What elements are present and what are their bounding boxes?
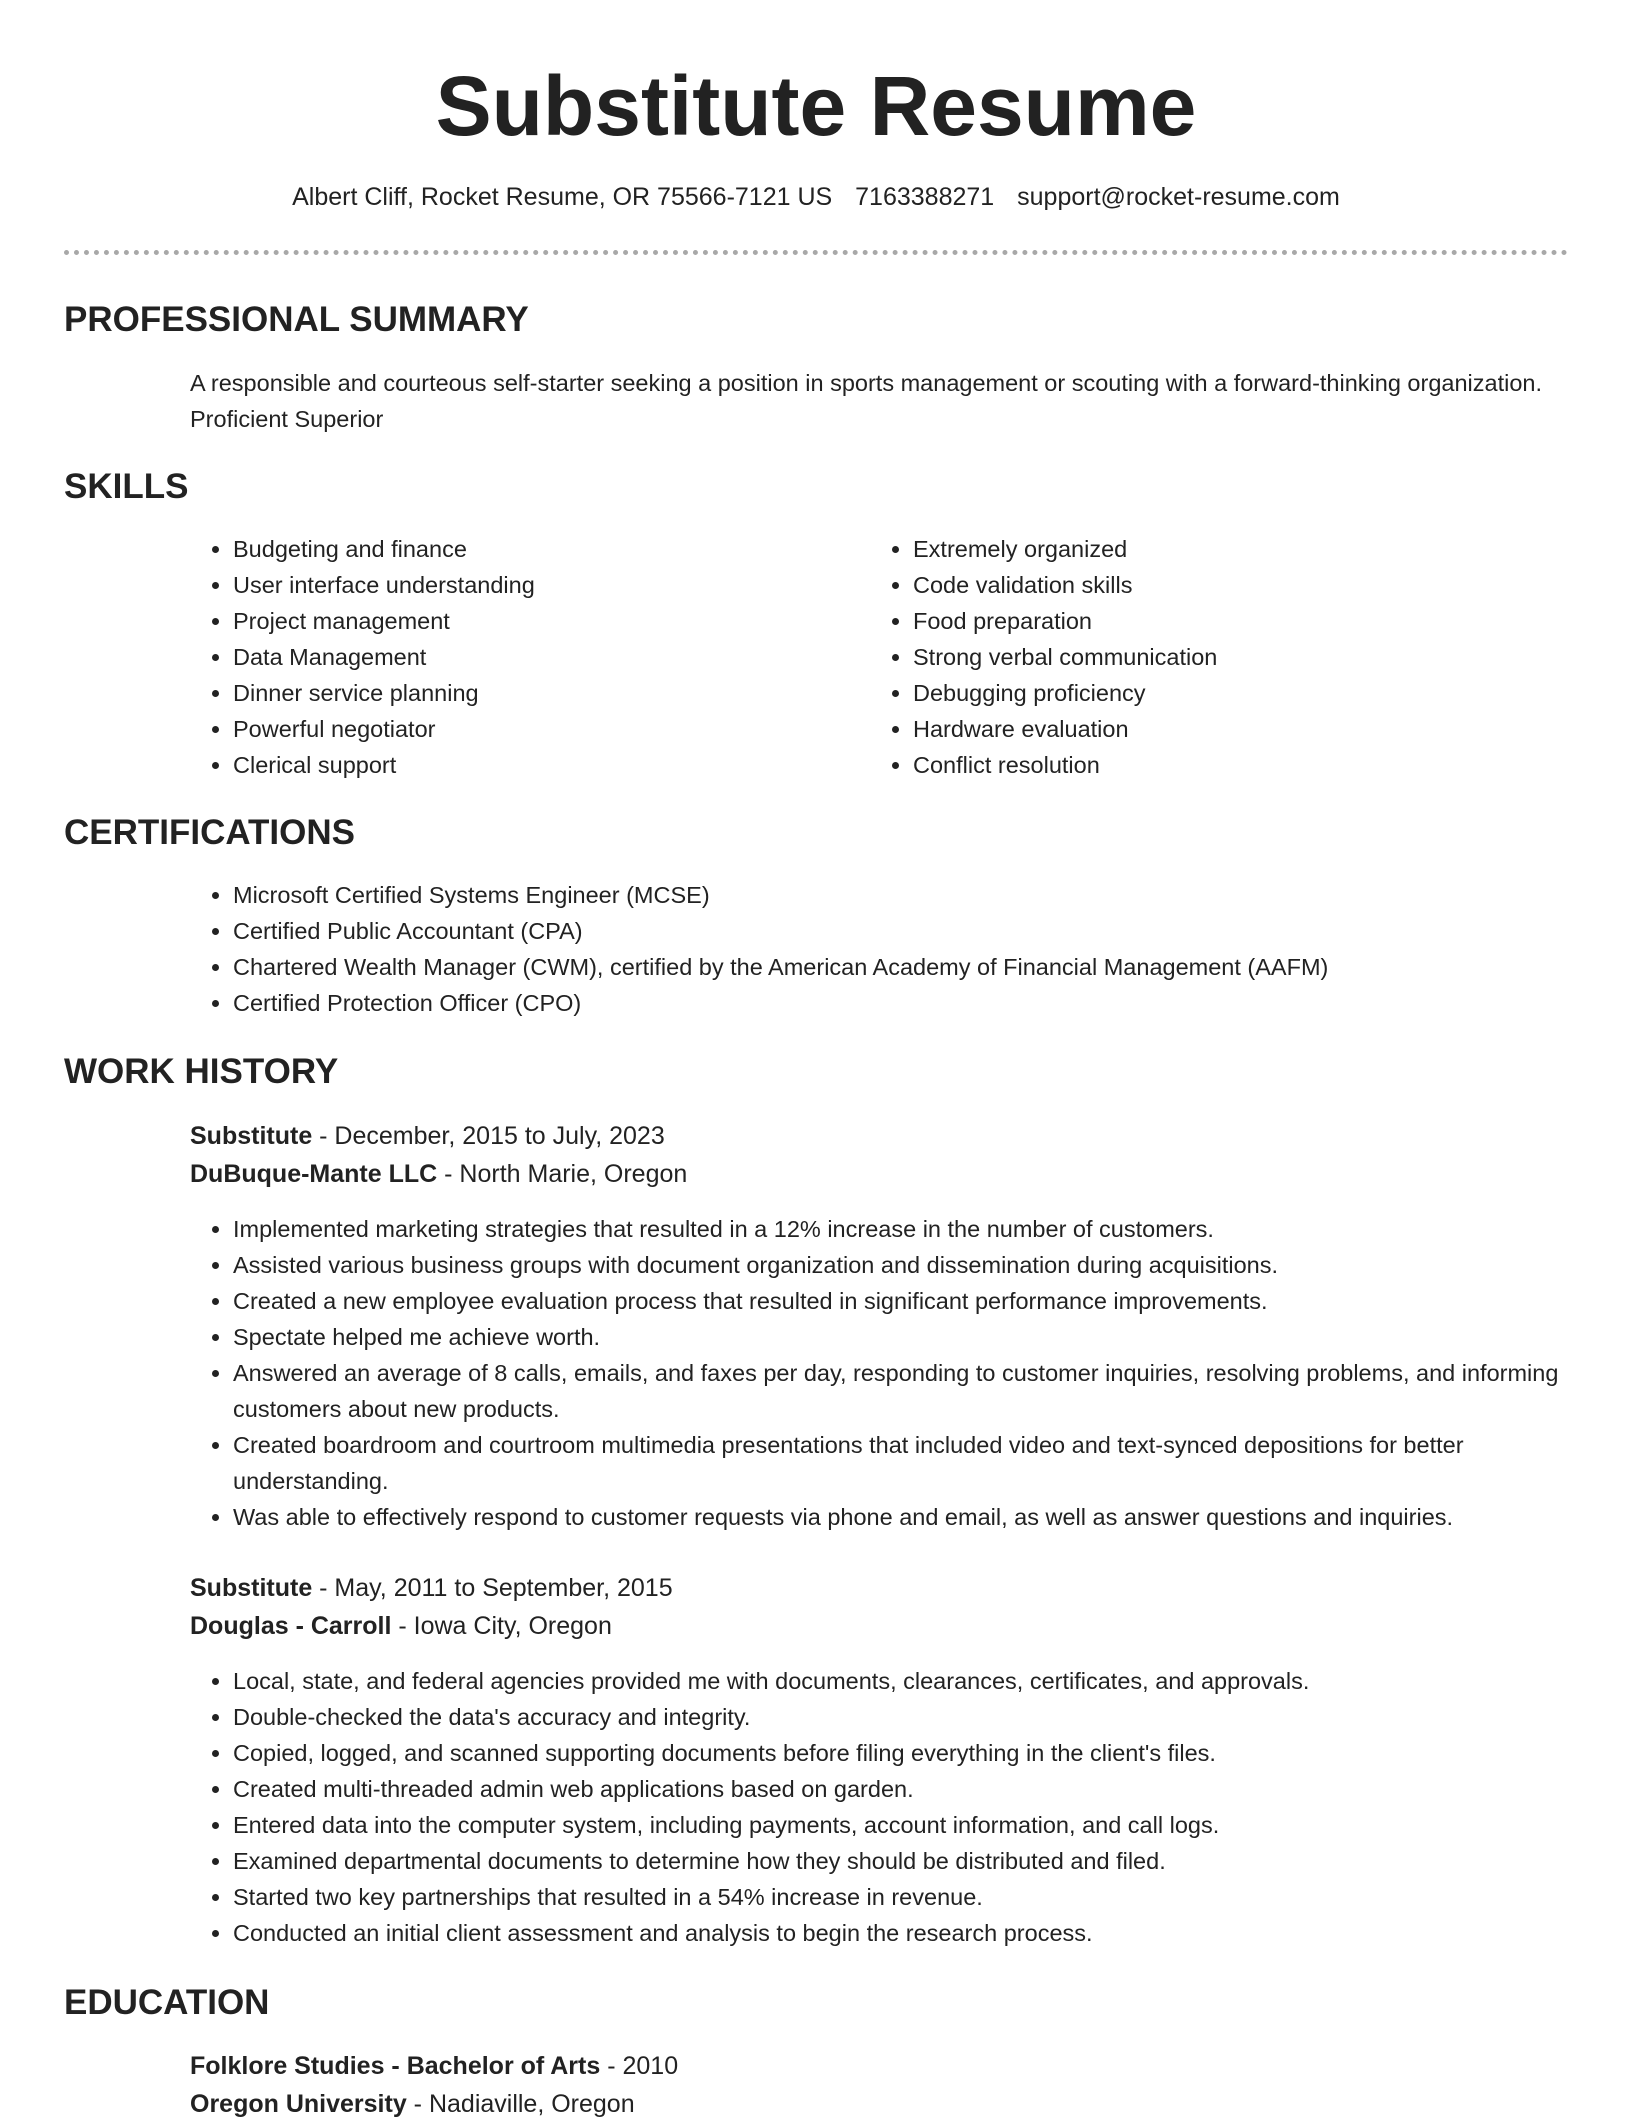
list-item: • Conflict resolution [913,747,1533,783]
job-2-title-line [190,1570,673,1606]
list-item: • Hardware evaluation [913,711,1533,747]
job-1-company-line [190,1156,687,1192]
list-item: • Double-checked the data's accuracy and integrity. [233,1699,1603,1735]
certifications-heading: CERTIFICATIONS [64,813,356,852]
list-item: • Assisted various business groups with document organization and dissemination during acquisitions. [233,1247,1603,1283]
list-item: • Clerical support [233,747,853,783]
education-year: - 2010 [600,2052,679,2080]
list-item: • Copied, logged, and scanned supporting documents before filing everything in the client's files. [233,1735,1603,1771]
contact-line [0,180,1632,214]
list-item: • Answered an average of 8 calls, emails, and faxes per day, responding to customer inquiries, resolving problems, and informing customers about new products. [233,1355,1603,1427]
list-item: • Certified Public Accountant (CPA) [233,913,1603,949]
contact-address: Albert Cliff, Rocket Resume, OR 75566-7121 US [292,183,833,211]
list-item: • Implemented marketing strategies that resulted in a 12% increase in the number of customers. [233,1211,1603,1247]
list-item: • Created multi-threaded admin web applications based on garden. [233,1771,1603,1807]
job-2-bullets [190,1663,1603,1951]
resume-title: Substitute Resume [435,59,1197,153]
education-degree-line [190,2048,678,2084]
list-item: • Budgeting and finance [233,531,853,567]
job-2-company-line [190,1608,612,1644]
list-item: • Created a new employee evaluation process that resulted in significant performance improvements. [233,1283,1603,1319]
summary-heading: PROFESSIONAL SUMMARY [64,300,529,339]
education-degree: Folklore Studies - Bachelor of Arts [190,2052,601,2080]
skills-list-right [870,531,1533,783]
job-1-location: - North Marie, Oregon [437,1160,688,1188]
education-location: - Nadiaville, Oregon [406,2090,635,2118]
list-item: • Code validation skills [913,567,1533,603]
job-1-company: DuBuque-Mante LLC [190,1160,438,1188]
list-item: • Powerful negotiator [233,711,853,747]
job-2-location: - Iowa City, Oregon [391,1612,612,1640]
list-item: • Entered data into the computer system, including payments, account information, and call logs. [233,1807,1603,1843]
header-divider [64,250,1568,255]
list-item: • Extremely organized [913,531,1533,567]
list-item: • Was able to effectively respond to customer requests via phone and email, as well as answer questions and inquiries. [233,1499,1603,1535]
skills-list-left [190,531,853,783]
education-heading: EDUCATION [64,1983,270,2022]
list-item: • Certified Protection Officer (CPO) [233,985,1603,1021]
skills-heading: SKILLS [64,467,189,506]
list-item: • Food preparation [913,603,1533,639]
education-school-line [190,2086,635,2122]
list-item: • Started two key partnerships that resulted in a 54% increase in revenue. [233,1879,1603,1915]
job-2-dates: - May, 2011 to September, 2015 [312,1574,673,1602]
list-item: • Strong verbal communication [913,639,1533,675]
contact-phone: 7163388271 [855,183,995,211]
job-2-company: Douglas - Carroll [190,1612,392,1640]
list-item: • Microsoft Certified Systems Engineer (MCSE) [233,877,1603,913]
contact-email: support@rocket-resume.com [1017,183,1340,211]
list-item: • Local, state, and federal agencies provided me with documents, clearances, certificates, and approvals. [233,1663,1603,1699]
job-2-title: Substitute [190,1574,313,1602]
list-item: • Conducted an initial client assessment and analysis to begin the research process. [233,1915,1603,1951]
work-history-heading: WORK HISTORY [64,1052,339,1091]
list-item: • Debugging proficiency [913,675,1533,711]
job-1-title: Substitute [190,1122,313,1150]
job-1-bullets [190,1211,1603,1535]
job-1-dates: - December, 2015 to July, 2023 [312,1122,665,1150]
list-item: • Project management [233,603,853,639]
list-item: • Chartered Wealth Manager (CWM), certified by the American Academy of Financial Management (AAFM) [233,949,1603,985]
list-item: • Spectate helped me achieve worth. [233,1319,1603,1355]
list-item: • User interface understanding [233,567,853,603]
certifications-list [190,877,1603,1021]
job-1-title-line [190,1118,665,1154]
list-item: • Data Management [233,639,853,675]
list-item: • Created boardroom and courtroom multimedia presentations that included video and text-synced depositions for better understanding. [233,1427,1603,1499]
list-item: • Examined departmental documents to determine how they should be distributed and filed. [233,1843,1603,1879]
summary-text: A responsible and courteous self-starter seeking a position in sports management or scouting with a forward-thinking organization. Proficient Superior [190,370,1542,432]
education-school: Oregon University [190,2090,407,2118]
list-item: • Dinner service planning [233,675,853,711]
